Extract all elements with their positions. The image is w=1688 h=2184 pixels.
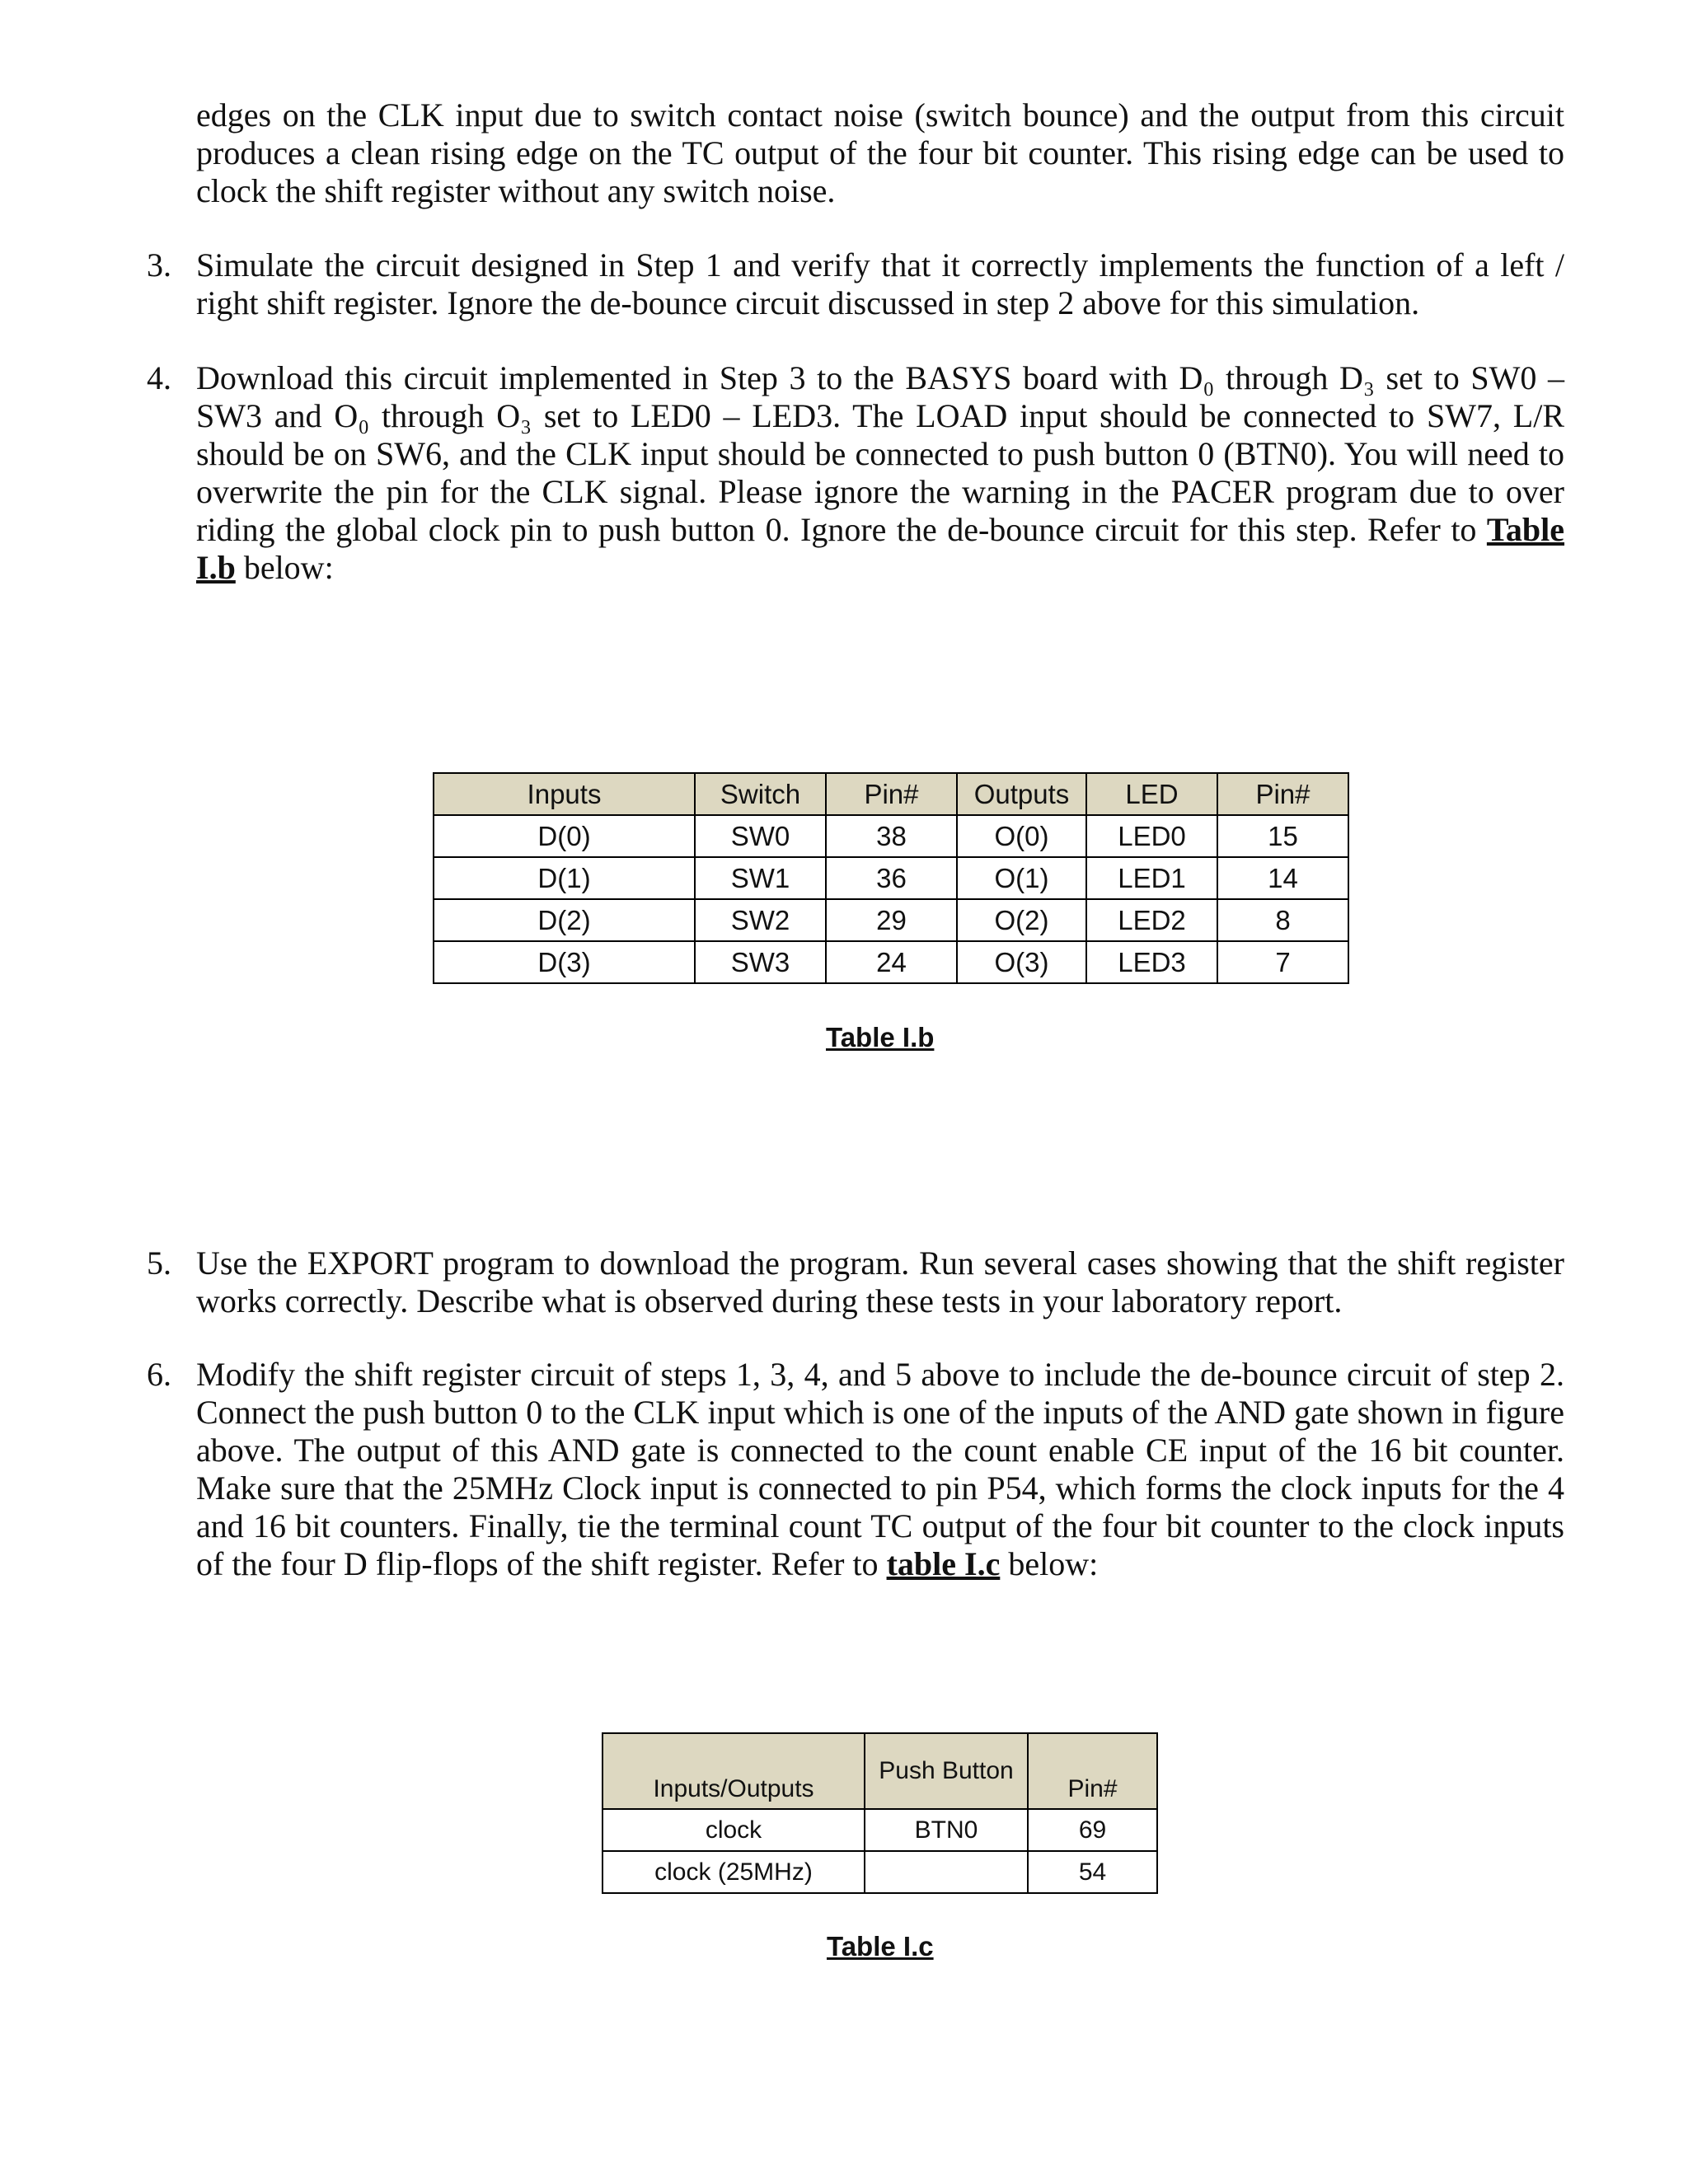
table-cell: 38 (826, 815, 957, 857)
table-ic-header-cell: Push Button (865, 1733, 1028, 1809)
table-ic (602, 1732, 1158, 1894)
table-cell: 7 (1217, 941, 1348, 983)
table-row (434, 899, 1348, 941)
table-cell: O(0) (957, 815, 1086, 857)
table-ic-header-cell: Inputs/Outputs (603, 1733, 865, 1809)
table-ib-header-cell: LED (1086, 773, 1217, 815)
table-row (603, 1851, 1157, 1893)
table-cell: SW0 (695, 815, 826, 857)
table-ib-header-cell: Switch (695, 773, 826, 815)
step-5-text: Use the EXPORT program to download the program. Run several cases showing that the shift register works correctly. Describe what is observed during these tests in your laboratory report. (196, 1244, 1564, 1319)
table-ib (433, 772, 1349, 984)
table-cell (865, 1851, 1028, 1893)
table-cell: LED3 (1086, 941, 1217, 983)
step-4-text: Download this circuit implemented in Step 3 to the BASYS board with D₀ through D₃ set to SW0 – SW3 and O₀ through O₃ set to LED0 – LED3. The LOAD input should be connected to SW7, L/R should be on SW6, and the CLK input should be connected to push button 0 (BTN0). You will need to overwrite the pin for the CLK signal. Please ignore the warning in the PACER program due to over riding the global clock pin to push button 0. Ignore the de-bounce circuit for this step. Refer to (196, 359, 1564, 548)
step-6-number: 6. (147, 1356, 171, 1393)
table-row (434, 941, 1348, 983)
step-3-text: Simulate the circuit designed in Step 1 and verify that it correctly implements the function of a left / right shift register. Ignore the de-bounce circuit discussed in step 2 above for this simulation. (196, 246, 1564, 321)
step-4-number: 4. (147, 359, 171, 396)
table-cell: D(2) (434, 899, 695, 941)
intro-paragraph: edges on the CLK input due to switch contact noise (switch bounce) and the output from this circuit produces a clean rising edge on the TC output of the four bit counter. This rising edge can be used to clock the shift register without any switch noise. (196, 96, 1564, 209)
step-4-paragraph (147, 359, 1565, 587)
table-ic-caption: Table I.c (827, 1931, 934, 1961)
table-cell: SW2 (695, 899, 826, 941)
table-row (434, 857, 1348, 899)
table-cell: 14 (1217, 857, 1348, 899)
step-3-paragraph (147, 246, 1564, 322)
table-cell: D(1) (434, 857, 695, 899)
table-cell: D(3) (434, 941, 695, 983)
table-ib-header-cell: Outputs (957, 773, 1086, 815)
table-cell: LED0 (1086, 815, 1217, 857)
table-row (603, 1809, 1157, 1851)
table-ib-reference: Table I.b (196, 511, 1565, 586)
step-3-number: 3. (147, 246, 171, 284)
table-cell: SW1 (695, 857, 826, 899)
step-6-tail: below: (1008, 1545, 1099, 1582)
table-cell: 15 (1217, 815, 1348, 857)
table-cell: 54 (1028, 1851, 1157, 1893)
table-cell: SW3 (695, 941, 826, 983)
table-ib-header-cell: Inputs (434, 773, 695, 815)
table-ib-header-cell: Pin# (826, 773, 957, 815)
table-cell: 29 (826, 899, 957, 941)
table-ib-header-row (434, 773, 1348, 815)
table-cell: 24 (826, 941, 957, 983)
step-4-tail: below: (243, 549, 334, 586)
table-cell: LED1 (1086, 857, 1217, 899)
table-ic-reference: table I.c (886, 1545, 1001, 1582)
table-cell: O(1) (957, 857, 1086, 899)
table-cell: O(2) (957, 899, 1086, 941)
table-ic-header-cell: Pin# (1028, 1733, 1157, 1809)
table-ic-header-row (603, 1733, 1157, 1809)
step-5-paragraph (147, 1244, 1564, 1320)
table-cell: D(0) (434, 815, 695, 857)
table-ib-caption: Table I.b (826, 1022, 935, 1052)
table-cell: BTN0 (865, 1809, 1028, 1851)
table-cell: O(3) (957, 941, 1086, 983)
table-row (434, 815, 1348, 857)
table-ib-header-cell: Pin# (1217, 773, 1348, 815)
step-5-number: 5. (147, 1244, 171, 1282)
table-cell: clock (603, 1809, 865, 1851)
table-cell: 8 (1217, 899, 1348, 941)
table-cell: 36 (826, 857, 957, 899)
table-cell: 69 (1028, 1809, 1157, 1851)
table-cell: clock (25MHz) (603, 1851, 865, 1893)
table-cell: LED2 (1086, 899, 1217, 941)
step-6-paragraph (147, 1356, 1564, 1583)
step-6-text: Modify the shift register circuit of steps 1, 3, 4, and 5 above to include the de-bounce circuit of step 2. Connect the push button 0 to the CLK input which is one of the inputs of the AND gate shown in figure above. The output of this AND gate is connected to the count enable CE input of the 16 bit counter. Make sure that the 25MHz Clock input is connected to pin P54, which forms the clock inputs for the 4 and 16 bit counters. Finally, tie the terminal count TC output of the four bit counter to the clock inputs of the four D flip-flops of the shift register. Refer to (196, 1356, 1564, 1582)
